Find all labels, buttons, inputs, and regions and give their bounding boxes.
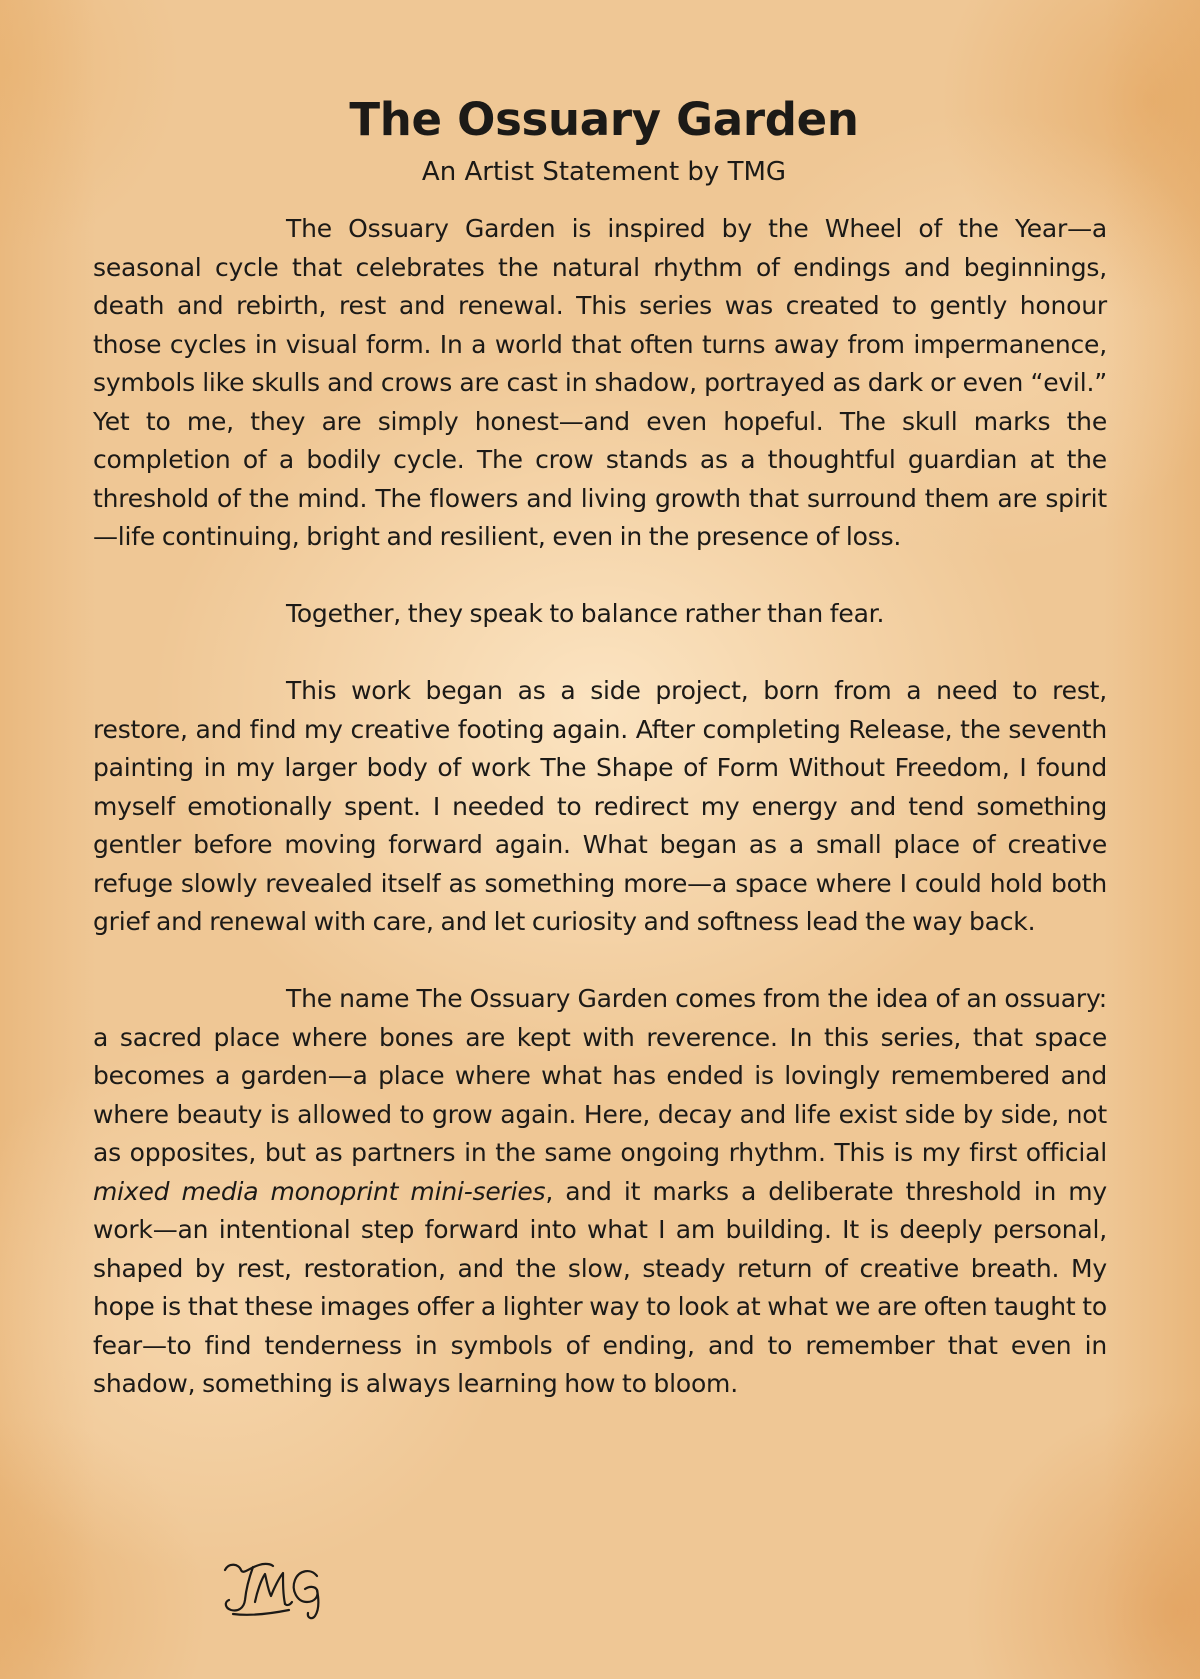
document-subtitle: An Artist Statement by TMG: [421, 157, 787, 187]
italic-phrase: mixed media monoprint mini-series: [93, 1176, 546, 1206]
paragraph-text-before-italic: The name The Ossuary Garden comes from the idea of an ossuary: a sacred place where bones are kept with reverence. In this series, that space becomes a garden—a place where what has ended is lovingly remembered and where beauty is allowed to grow again. Here, decay and life exist side by side, not as opposites, but as partners in the same ongoing rhythm. This is my first official: [93, 984, 1107, 1167]
paragraph-wheel-of-the-year: The Ossuary Garden is inspired by the Wheel of the Year—a seasonal cycle that celebrates the natural rhythm of endings and beginnings, death and rebirth, rest and renewal. This series was created to gently honour those cycles in visual form. In a world that often turns away from impermanence, symbols like skulls and crows are cast in shadow, portrayed as dark or even “evil.” Yet to me, they are simply honest—and even hopeful. The skull marks the completion of a bodily cycle. The crow stands as a thoughtful guardian at the threshold of the mind. The flowers and living growth that surround them are spirit—life continuing, bright and resilient, even in the presence of loss.: [93, 214, 1107, 551]
document-title: The Ossuary Garden: [349, 93, 859, 146]
paragraph-text-after-italic: , and it marks a deliberate threshold in my work—an intentional step forward into what I am building. It is deeply personal, shaped by rest, restoration, and the slow, steady return of creative breath. My hope is that these images offer a lighter way to look at what we are often taught to fear—to find tenderness in symbols of ending, and to remember that even in shadow, something is always learning how to bloom.: [93, 1176, 1107, 1398]
artist-statement: [93, 86, 1107, 1404]
paragraph-name-origin: [93, 980, 1107, 1404]
paragraph-balance: Together, they speak to balance rather than fear.: [286, 599, 885, 628]
paragraph-side-project: This work began as a side project, born from a need to rest, restore, and find my creative footing again. After completing Release, the seventh painting in my larger body of work The Shape of Form Without Freedom, I found myself emotionally spent. I needed to redirect my energy and tend something gentler before moving forward again. What began as a small place of creative refuge slowly revealed itself as something more—a space where I could hold both grief and renewal with care, and let curiosity and softness lead the way back.: [93, 676, 1107, 936]
signature-tmg-handwritten: [219, 1556, 333, 1620]
